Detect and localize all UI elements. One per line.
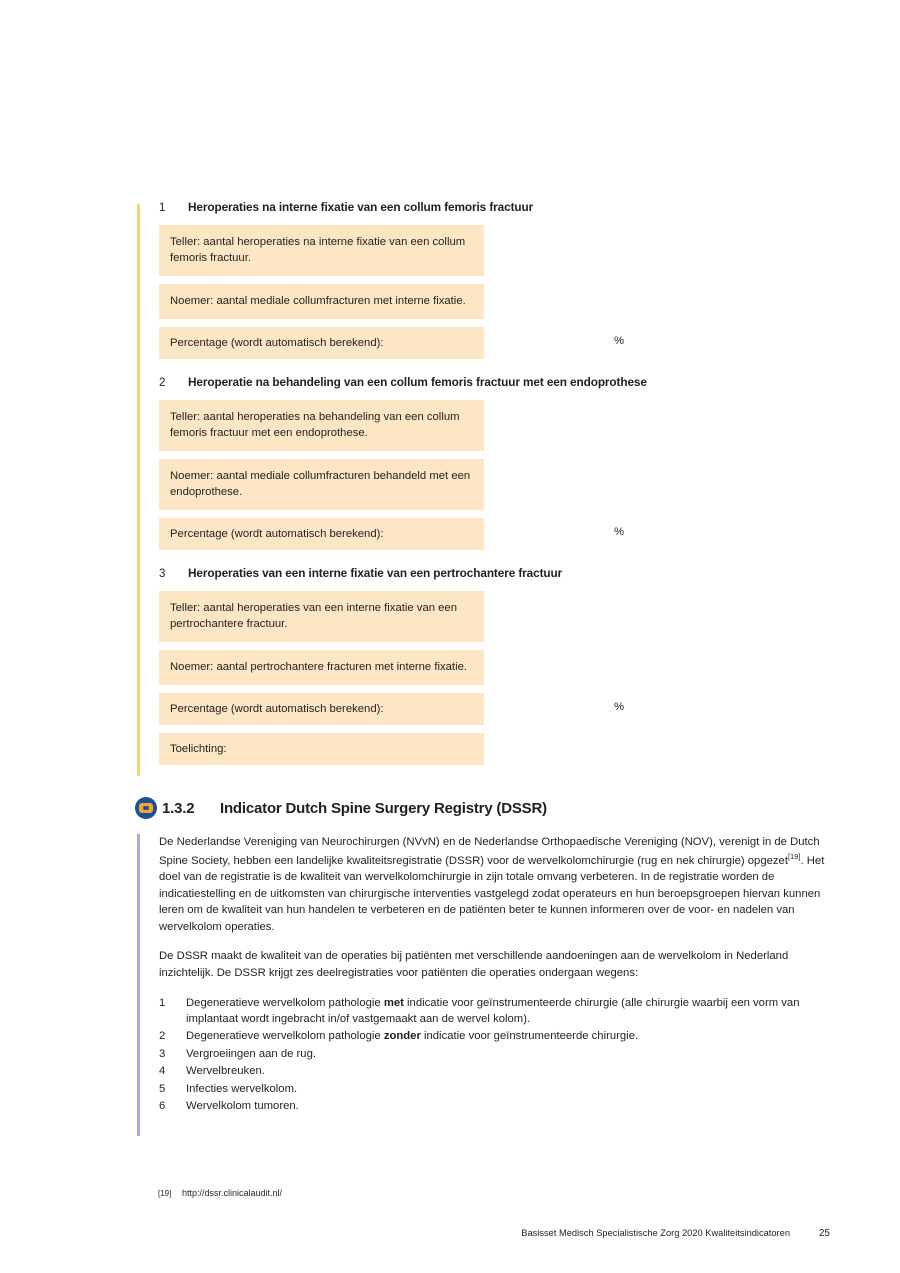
teller-field[interactable]: Teller: aantal heroperaties van een interne fixatie van een pertrochantere fractuur. — [159, 591, 484, 642]
list-emphasis: zonder — [383, 1030, 421, 1043]
percentage-row — [137, 327, 837, 359]
paragraph-intro-part2: . Het doel van de registratie is de kwaliteit van wervelkolomchirurgie in zijn totale omvang verbeteren. In de registratie worden de indicatiestelling en de uitkomsten van chirurgische interventies vastgelegd zodat operateurs en hun beroepsgroepen hiervan kunnen leren om de kwaliteit van hun handelen te verbeteren en de patiënten beter te kunnen informeren over de voor- en nadelen van wervelkolom operaties. — [159, 854, 825, 933]
footer-title: Basisset Medisch Specialistische Zorg 2020 Kwaliteitsindicatoren — [521, 1228, 790, 1238]
footnote — [158, 1188, 282, 1198]
list-item — [159, 1028, 837, 1044]
indicator-heading — [137, 375, 837, 389]
list-text-before: Degeneratieve wervelkolom pathologie — [186, 996, 384, 1009]
list-item — [159, 1098, 837, 1114]
list-text-after: indicatie voor geïnstrumenteerde chirurgie. — [420, 1030, 639, 1043]
indicator-heading — [137, 200, 837, 214]
percentage-field[interactable]: Percentage (wordt automatisch berekend): — [159, 693, 484, 725]
list-text: Infecties wervelkolom. — [186, 1082, 298, 1095]
section-heading — [137, 795, 837, 821]
footnote-url[interactable]: http://dssr.clinicalaudit.nl/ — [182, 1188, 283, 1198]
noemer-field[interactable]: Noemer: aantal pertrochantere fracturen met interne fixatie. — [159, 650, 484, 685]
list-text: Vergroeiingen aan de rug. — [186, 1047, 317, 1060]
percentage-row — [137, 693, 837, 725]
list-item — [159, 1046, 837, 1062]
registration-list — [159, 995, 837, 1115]
indicator-title: Heroperaties na interne fixatie van een collum femoris fractuur — [188, 200, 534, 214]
indicator-title: Heroperatie na behandeling van een collum femoris fractuur met een endoprothese — [188, 375, 647, 390]
footnote-ref[interactable]: [19] — [787, 851, 801, 861]
percent-sign: % — [614, 526, 625, 539]
paragraph-registrations: De DSSR maakt de kwaliteit van de operaties bij patiënten met verschillende aandoeningen aan de wervelkolom in Nederland inzichtelijk. De DSSR krijgt zes deelregistraties voor patiënten die operaties ondergaan wegens: — [159, 950, 789, 979]
percent-sign: % — [614, 701, 625, 714]
list-number: 3 — [159, 1047, 166, 1060]
noemer-field[interactable]: Noemer: aantal mediale collumfracturen behandeld met een endoprothese. — [159, 459, 484, 510]
list-text-after: indicatie voor geïnstrumenteerde chirurgie (alle chirurgie waarbij een vorm van implantaat wordt ingebracht in/of vastgemaakt aan de wervel kolom). — [186, 996, 800, 1025]
list-number: 1 — [159, 996, 166, 1009]
percentage-row — [137, 518, 837, 550]
list-text: Wervelbreuken. — [186, 1065, 265, 1078]
list-emphasis: met — [383, 996, 404, 1009]
list-text — [186, 995, 837, 1028]
indicator-title: Heroperaties van een interne fixatie van een pertrochantere fractuur — [188, 566, 563, 581]
indicator-number: 1 — [159, 202, 166, 214]
purple-side-rule — [137, 834, 140, 1136]
list-number: 5 — [159, 1082, 166, 1095]
indicator-item — [137, 375, 837, 550]
list-item — [159, 1063, 837, 1079]
percentage-field[interactable]: Percentage (wordt automatisch berekend): — [159, 327, 484, 359]
teller-field[interactable]: Teller: aantal heroperaties na behandeling van een collum femoris fractuur met een endoprothese. — [159, 400, 484, 451]
indicator-block — [137, 200, 837, 773]
list-number: 4 — [159, 1065, 166, 1078]
list-text-before: Degeneratieve wervelkolom pathologie — [186, 1030, 384, 1043]
section-1-3-2 — [137, 795, 837, 1116]
percent-sign: % — [614, 335, 625, 348]
indicator-heading — [137, 566, 837, 580]
indicator-item — [137, 200, 837, 359]
list-number: 2 — [159, 1030, 166, 1043]
yellow-side-rule — [137, 204, 140, 776]
page-footer — [0, 1228, 900, 1244]
list-item — [159, 1081, 837, 1097]
list-number: 6 — [159, 1100, 166, 1113]
percentage-field[interactable]: Percentage (wordt automatisch berekend): — [159, 518, 484, 550]
section-body — [137, 834, 837, 1115]
paragraph-intro — [159, 834, 837, 935]
indicator-number: 2 — [159, 377, 166, 390]
paragraph-intro-part1: De Nederlandse Vereniging van Neurochirurgen (NVvN) en de Nederlandse Orthopaedische Vereniging (NOV), verenigt in de Dutch Spine Society, hebben een landelijke kwaliteitsregistratie (DSSR) voor de wervelkolomchirurgie (rug en nek chirurgie) opgezet — [159, 836, 820, 867]
toelichting-field[interactable]: Toelichting: — [159, 733, 484, 765]
indicator-item — [137, 566, 837, 765]
teller-field[interactable]: Teller: aantal heroperaties na interne fixatie van een collum femoris fractuur. — [159, 225, 484, 276]
list-text — [186, 1028, 837, 1044]
list-item — [159, 995, 837, 1028]
noemer-field[interactable]: Noemer: aantal mediale collumfracturen met interne fixatie. — [159, 284, 484, 319]
list-text: Wervelkolom tumoren. — [186, 1100, 299, 1113]
indicator-number: 3 — [159, 568, 166, 581]
section-number: 1.3.2 — [162, 799, 195, 817]
footer-page-number: 25 — [818, 1228, 830, 1239]
footnote-marker: [19] — [158, 1189, 172, 1198]
registry-badge-icon — [135, 797, 157, 819]
section-title: Indicator Dutch Spine Surgery Registry (DSSR) — [220, 799, 547, 817]
